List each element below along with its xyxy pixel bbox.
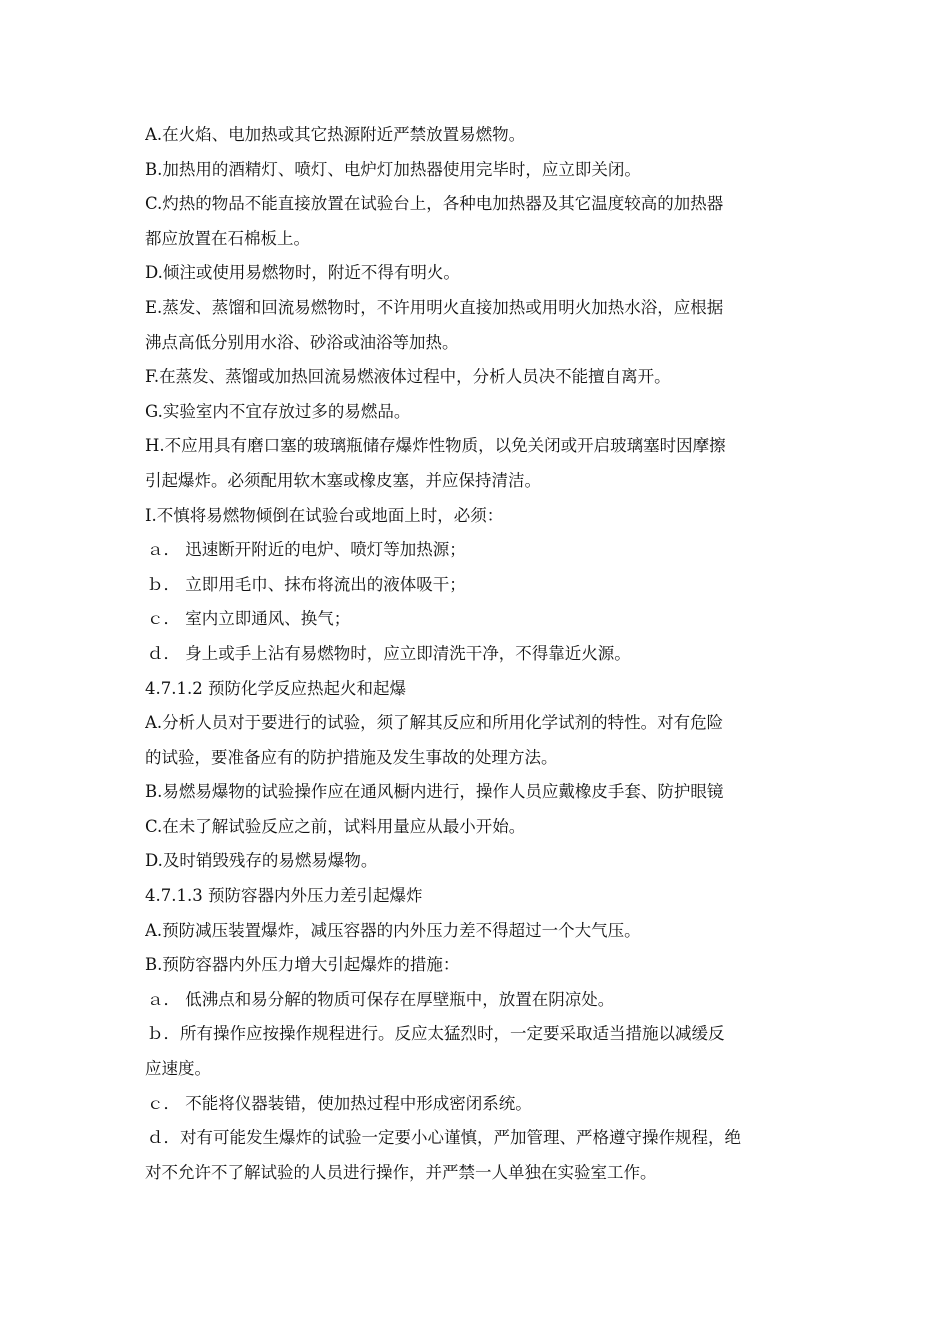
- paragraph-g-limit-storage: G.实验室内不宜存放过多的易燃品。: [145, 401, 411, 421]
- list-item-c-no-closed-system: ｃ． 不能将仪器装错，使加热过程中形成密闭系统。: [147, 1093, 532, 1113]
- paragraph-d-destroy-residue: D.及时销毁残存的易燃易爆物。: [145, 851, 378, 871]
- paragraph-c-start-small: C.在未了解试验反应之前，试料用量应从最小开始。: [145, 816, 526, 836]
- list-item-b-follow-procedures: ｂ．所有操作应按操作规程进行。反应太猛烈时，一定要采取适当措施以减缓反: [147, 1024, 725, 1044]
- paragraph-a-vacuum-pressure: A.预防减压装置爆炸，减压容器的内外压力差不得超过一个大气压。: [145, 920, 641, 940]
- document-body: [145, 118, 813, 1190]
- paragraph-d-no-open-flame: D.倾注或使用易燃物时，附近不得有明火。: [145, 263, 460, 283]
- paragraph-f-do-not-leave: F.在蒸发、蒸馏或加热回流易燃液体过程中，分析人员决不能擅自离开。: [145, 367, 671, 387]
- list-item-d-continuation: 对不允许不了解试验的人员进行操作，并严禁一人单独在实验室工作。: [145, 1162, 657, 1182]
- paragraph-e-evaporation-heating: E.蒸发、蒸馏和回流易燃物时，不许用明火直接加热或用明火加热水浴，应根据: [145, 297, 724, 317]
- section-heading-4-7-1-3: 4.7.1.3 预防容器内外压力差引起爆炸: [145, 886, 423, 906]
- paragraph-b-turn-off-heaters: B.加热用的酒精灯、喷灯、电炉灯加热器使用完毕时，应立即关闭。: [145, 159, 641, 179]
- list-item-a-cut-heat-sources: ａ． 迅速断开附近的电炉、喷灯等加热源；: [147, 540, 466, 560]
- paragraph-b-fume-hood: B.易燃易爆物的试验操作应在通风橱内进行，操作人员应戴橡皮手套、防护眼镜: [145, 782, 724, 802]
- paragraph-i-spill-procedure: I.不慎将易燃物倾倒在试验台或地面上时，必须：: [145, 505, 504, 525]
- section-heading-4-7-1-2: 4.7.1.2 预防化学反应热起火和起爆: [145, 678, 406, 698]
- paragraph-b-pressure-measures: B.预防容器内外压力增大引起爆炸的措施：: [145, 955, 460, 975]
- list-item-b-continuation: 应速度。: [145, 1059, 211, 1079]
- list-item-d-wash-off: ｄ． 身上或手上沾有易燃物时，应立即清洗干净，不得靠近火源。: [147, 643, 631, 663]
- paragraph-c-continuation: 都应放置在石棉板上。: [145, 228, 310, 248]
- list-item-b-absorb-liquid: ｂ． 立即用毛巾、抹布将流出的液体吸干；: [147, 574, 466, 594]
- paragraph-a-no-flammables-near-heat: A.在火焰、电加热或其它热源附近严禁放置易燃物。: [145, 125, 526, 144]
- paragraph-a-know-reactions: A.分析人员对于要进行的试验，须了解其反应和所用化学试剂的特性。对有危险: [145, 713, 724, 733]
- paragraph-h-ground-glass-stopper: H.不应用具有磨口塞的玻璃瓶储存爆炸性物质，以免关闭或开启玻璃塞时因摩擦: [145, 436, 726, 456]
- list-item-a-thick-wall-bottles: ａ． 低沸点和易分解的物质可保存在厚壁瓶中，放置在阴凉处。: [147, 989, 615, 1009]
- paragraph-h-continuation: 引起爆炸。必须配用软木塞或橡皮塞，并应保持清洁。: [145, 470, 541, 490]
- list-item-d-careful-handling: ｄ．对有可能发生爆炸的试验一定要小心谨慎，严加管理、严格遵守操作规程，绝: [147, 1128, 741, 1148]
- paragraph-c-hot-items-on-asbestos: C.灼热的物品不能直接放置在试验台上，各种电加热器及其它温度较高的加热器: [145, 194, 724, 214]
- paragraph-e-continuation: 沸点高低分别用水浴、砂浴或油浴等加热。: [145, 332, 459, 352]
- list-item-c-ventilate: ｃ． 室内立即通风、换气；: [147, 609, 351, 629]
- paragraph-a-continuation: 的试验，要准备应有的防护措施及发生事故的处理方法。: [145, 747, 558, 767]
